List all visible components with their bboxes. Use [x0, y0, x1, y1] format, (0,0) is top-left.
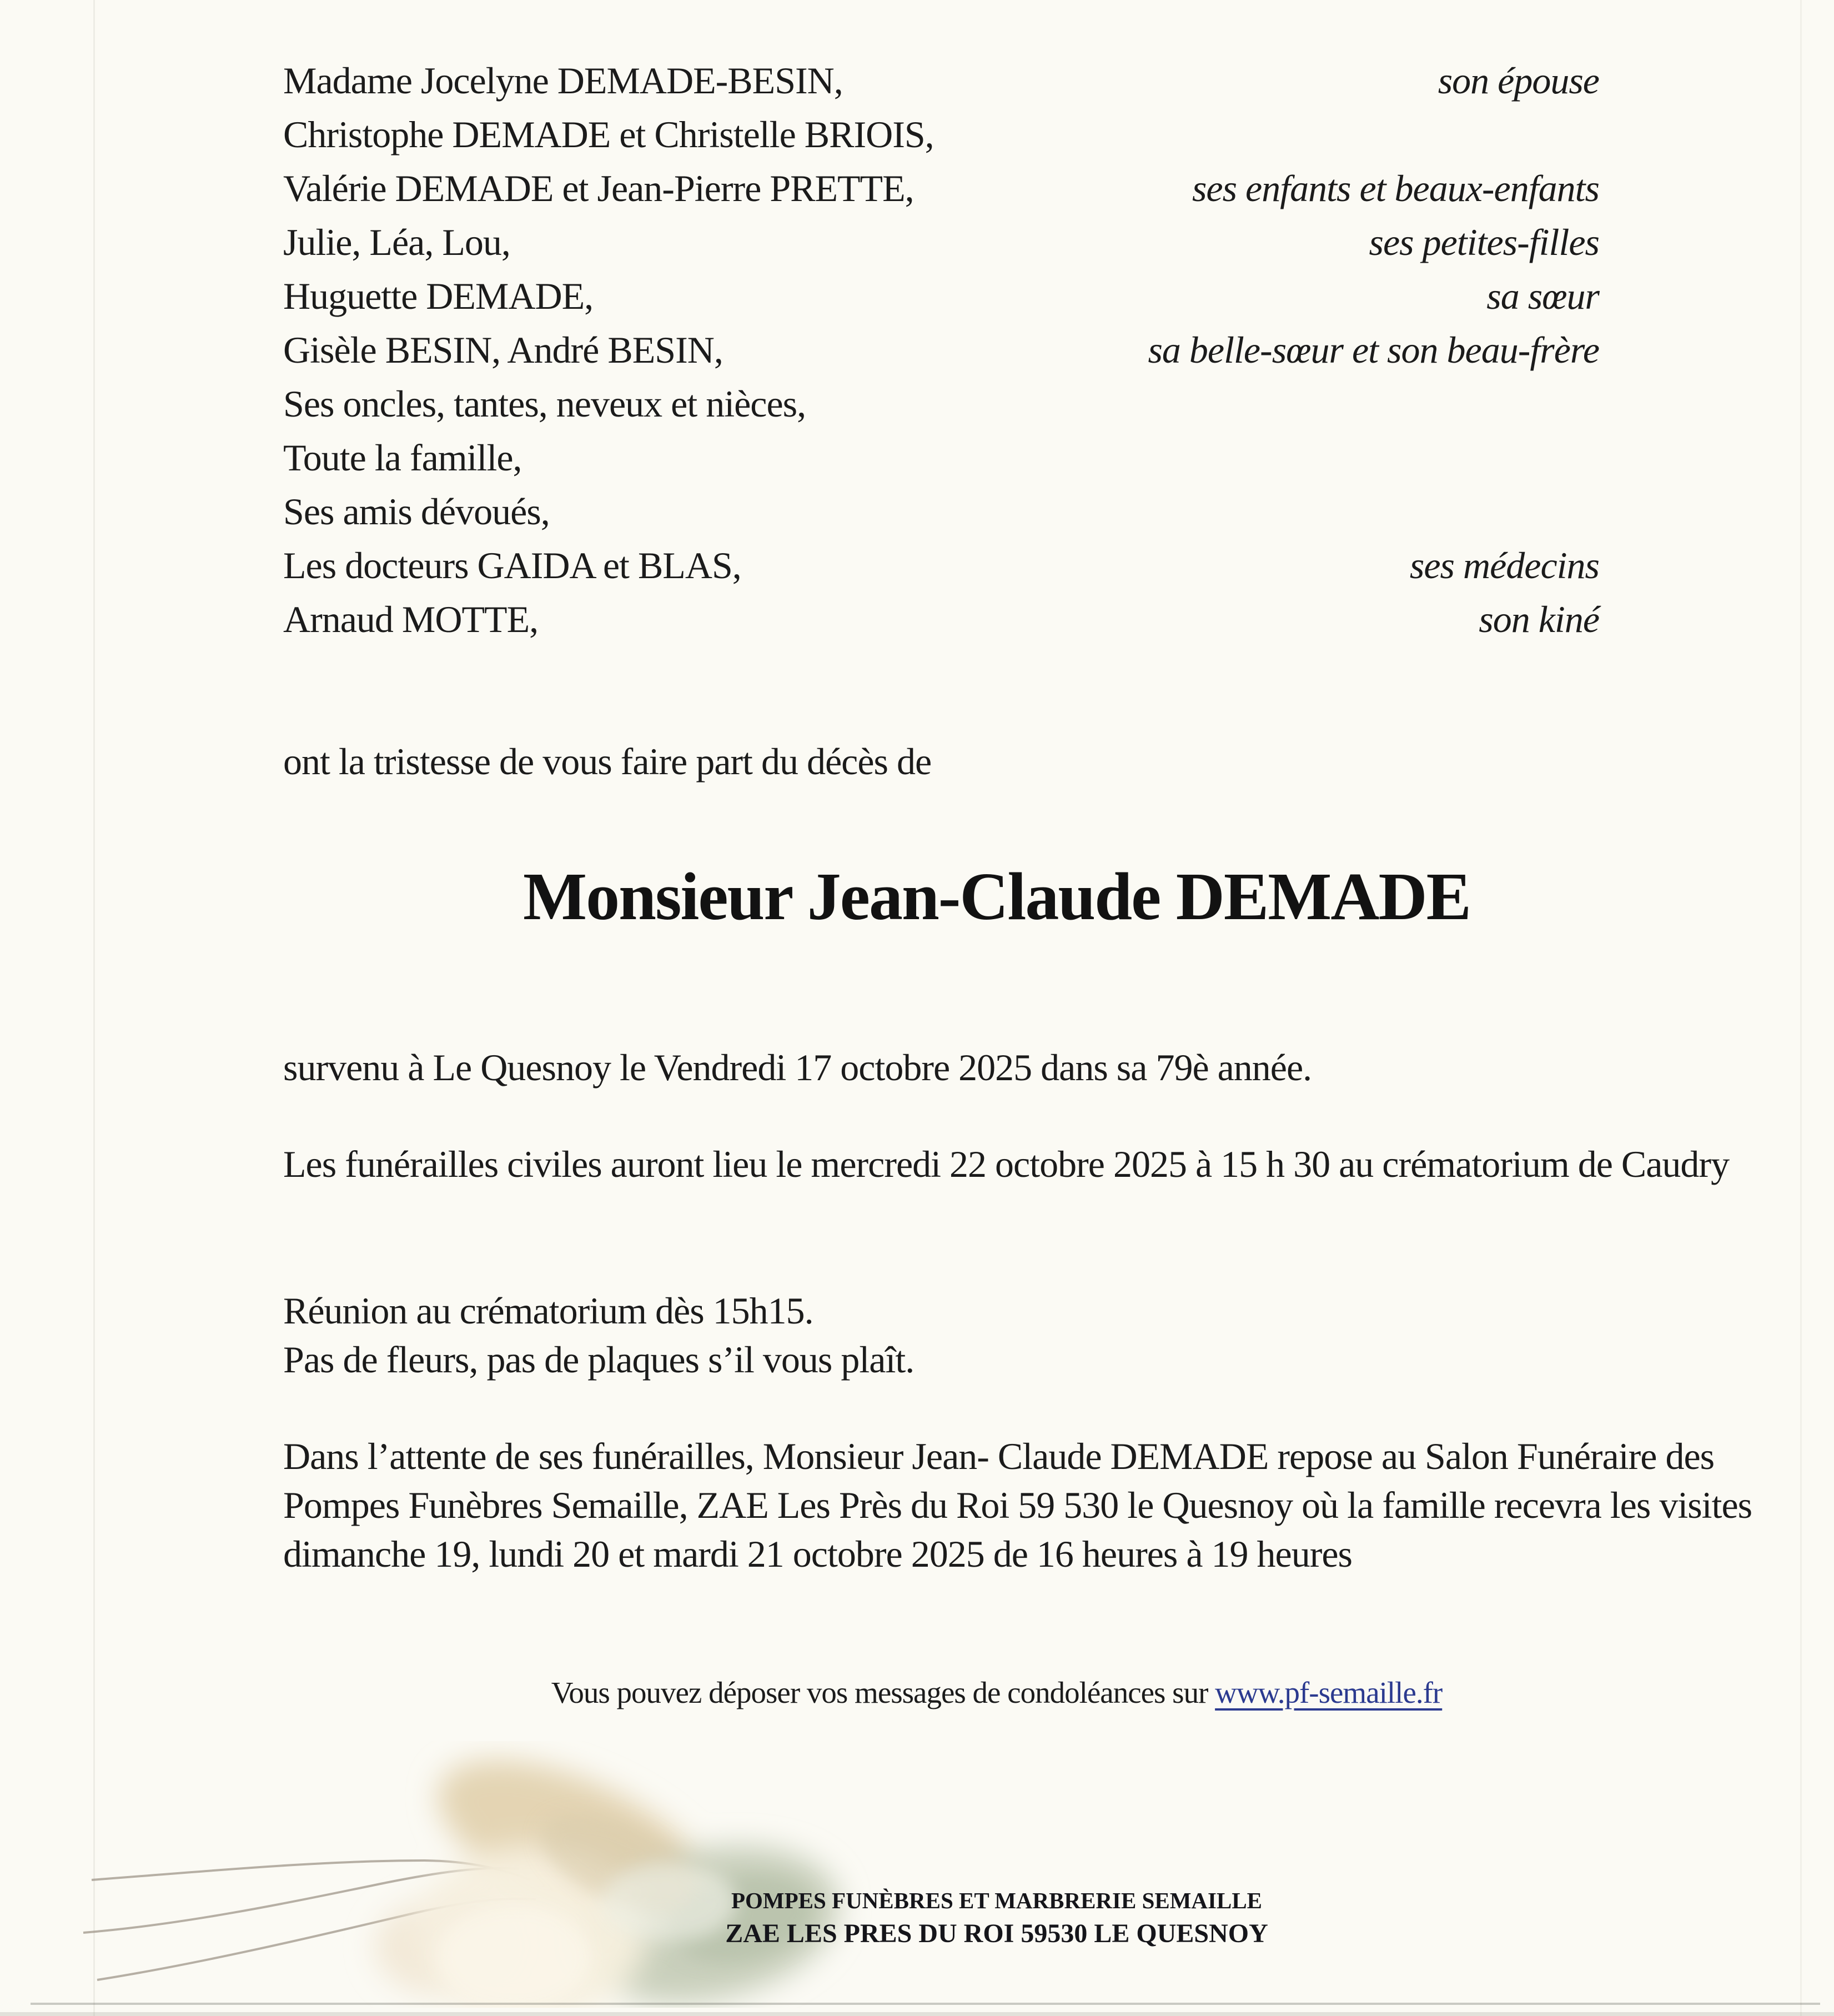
meeting-line: Réunion au crématorium dès 15h15. — [283, 1290, 813, 1332]
funeral-home-address: ZAE LES PRES DU ROI 59530 LE QUESNOY — [725, 1919, 1268, 1948]
family-line — [283, 490, 1599, 544]
dried-flowers-image — [58, 1741, 913, 2008]
family-line — [283, 544, 1599, 598]
family-relation: sa belle-sœur et son beau-frère — [1148, 329, 1599, 371]
scan-edge-right — [1800, 0, 1802, 2016]
funeral-home-name: POMPES FUNÈBRES ET MARBRERIE SEMAILLE — [731, 1888, 1263, 1913]
death-details-paragraph: survenu à Le Quesnoy le Vendredi 17 octobre 2025 dans sa 79è année. — [283, 1046, 1312, 1089]
family-relation: son kiné — [1479, 598, 1599, 640]
repose-paragraph: Dans l’attente de ses funérailles, Monsieur Jean- Claude DEMADE repose au Salon Funéraire des Pompes Funèbres Semaille, ZAE Les Près du Roi 59 530 le Quesnoy où la famille recevra les visites dimanche 19, lundi 20 et mardi 21 octobre 2025 de 16 heures à 19 heures — [283, 1435, 1752, 1575]
deceased-name-title: Monsieur Jean-Claude DEMADE — [522, 859, 1470, 934]
family-relation: son épouse — [1438, 59, 1599, 102]
no-flowers-line: Pas de fleurs, pas de plaques s’il vous plaît. — [283, 1338, 915, 1381]
family-line — [283, 59, 1599, 113]
family-name: Madame Jocelyne DEMADE-BESIN, — [283, 59, 843, 102]
scan-bottom-edge — [0, 2012, 1834, 2016]
condolence-text: Vous pouvez déposer vos messages de condoléances sur — [551, 1676, 1215, 1709]
family-name: Gisèle BESIN, André BESIN, — [283, 329, 723, 371]
family-relation: ses petites-filles — [1369, 221, 1599, 263]
family-name: Ses oncles, tantes, neveux et nièces, — [283, 383, 806, 425]
family-line — [283, 113, 1599, 167]
meeting-paragraph — [283, 1286, 1771, 1384]
family-relation: sa sœur — [1486, 275, 1599, 317]
scan-edge-left — [93, 0, 95, 2016]
family-name: Toute la famille, — [283, 437, 522, 479]
family-line — [283, 274, 1599, 328]
family-name: Christophe DEMADE et Christelle BRIOIS, — [283, 113, 934, 156]
family-relation: ses enfants et beaux-enfants — [1192, 167, 1599, 209]
family-line — [283, 328, 1599, 382]
family-line — [283, 167, 1599, 220]
family-name: Les docteurs GAIDA et BLAS, — [283, 544, 741, 586]
family-name: Arnaud MOTTE, — [283, 598, 539, 640]
scan-artifact-line — [31, 2003, 1820, 2005]
family-line — [283, 436, 1599, 490]
condolence-line — [283, 1675, 1710, 1710]
family-name: Julie, Léa, Lou, — [283, 221, 510, 263]
intro-line: ont la tristesse de vous faire part du décès de — [283, 740, 932, 783]
condolence-link[interactable]: www.pf-semaille.fr — [1215, 1676, 1443, 1709]
funeral-home-footer — [283, 1887, 1710, 1949]
family-name: Huguette DEMADE, — [283, 275, 594, 317]
family-name: Ses amis dévoués, — [283, 490, 550, 533]
family-line — [283, 382, 1599, 436]
funeral-details-paragraph: Les funérailles civiles auront lieu le mercredi 22 octobre 2025 à 15 h 30 au crématorium de Caudry — [283, 1143, 1730, 1185]
family-name: Valérie DEMADE et Jean-Pierre PRETTE, — [283, 167, 914, 209]
family-line — [283, 598, 1599, 651]
family-list — [283, 59, 1599, 651]
family-line — [283, 220, 1599, 274]
family-relation: ses médecins — [1409, 544, 1599, 586]
